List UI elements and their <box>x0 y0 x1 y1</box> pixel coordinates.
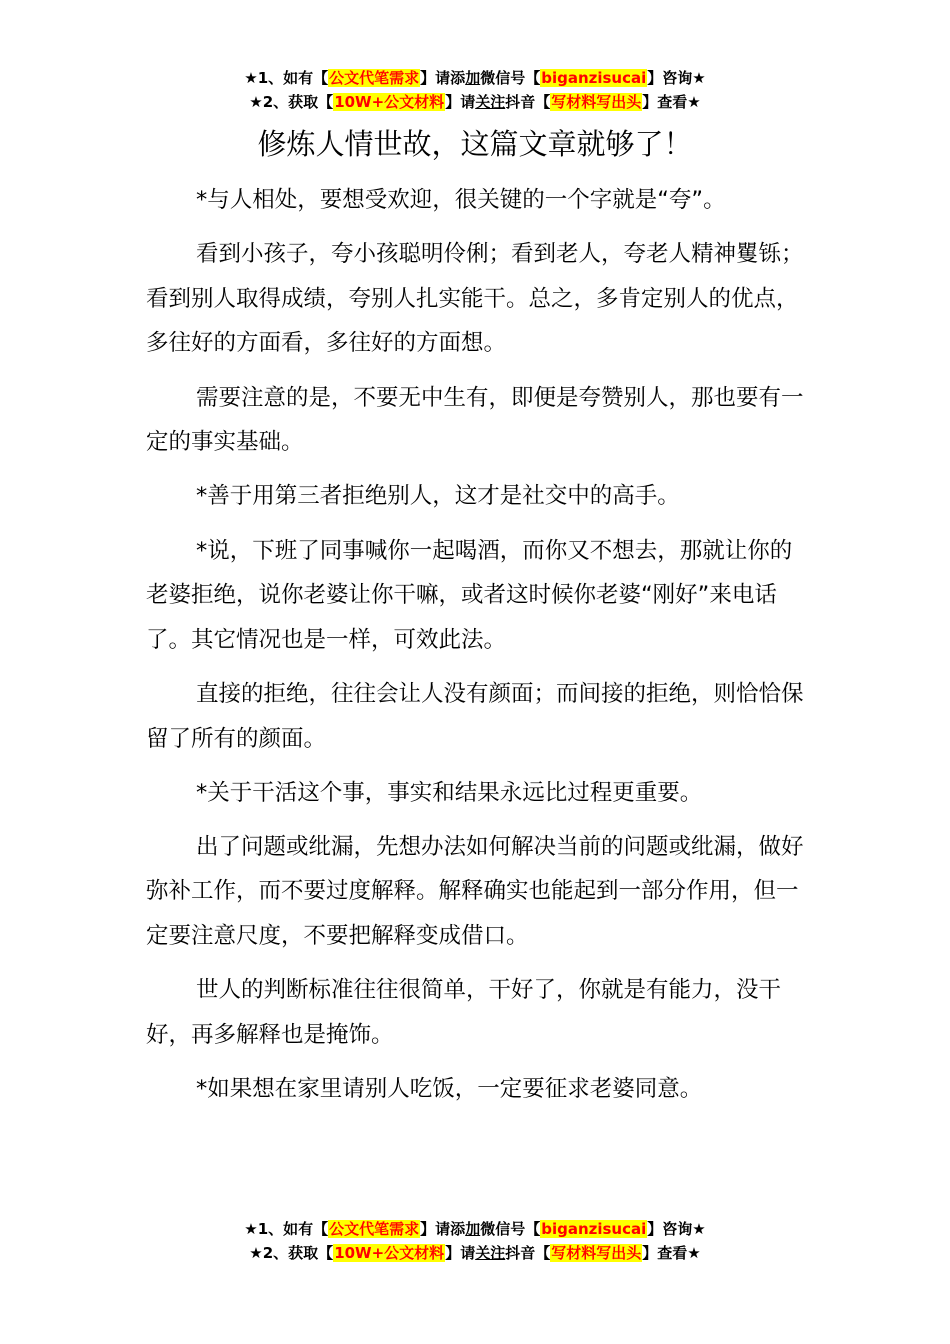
banner-highlight: 公文代笔需求 <box>329 1220 420 1238</box>
banner-text: 】请 <box>445 1244 476 1262</box>
banner-text: 】请添 <box>420 69 466 87</box>
banner-line-1 <box>0 1217 950 1241</box>
paragraph: 看到小孩子，夸小孩聪明伶俐；看到老人，夸老人精神矍铄；看到别人取得成绩，夸别人扎实能干。总之，多肯定别人的优点，多往好的方面看，多往好的方面想。 <box>146 241 804 357</box>
banner-text: ★1、如有【 <box>244 1220 329 1238</box>
bottom-banner <box>0 1217 950 1265</box>
paragraph: *说，下班了同事喊你一起喝酒，而你又不想去，那就让你的老婆拒绝，说你老婆让你干嘛，或者这时候你老婆“刚好”来电话了。其它情况也是一样，可效此法。 <box>146 537 793 653</box>
paragraph: 需要注意的是，不要无中生有，即便是夸赞别人，那也要有一定的事实基础。 <box>146 384 804 456</box>
paragraph: 出了问题或纰漏，先想办法如何解决当前的问题或纰漏，做好弥补工作，而不要过度解释。解释确实也能起到一部分作用，但一定要注意尺度，不要把解释变成借口。 <box>146 833 804 950</box>
article-body <box>146 178 806 1121</box>
banner-text: 】查看★ <box>642 93 701 111</box>
banner-highlight: 写材料写出头 <box>551 1244 642 1262</box>
banner-text: 微信号【 <box>480 69 541 87</box>
banner-highlight: biganzisucai <box>541 1220 647 1238</box>
banner-text: 】查看★ <box>642 1244 701 1262</box>
banner-text: 抖音【 <box>505 93 551 111</box>
paragraph: 直接的拒绝，往往会让人没有颜面；而间接的拒绝，则恰恰保留了所有的颜面。 <box>146 680 804 752</box>
banner-line-1 <box>0 66 950 90</box>
paragraph: *关于干活这个事，事实和结果永远比过程更重要。 <box>196 779 703 806</box>
paragraph: *如果想在家里请别人吃饭，一定要征求老婆同意。 <box>196 1076 703 1103</box>
paragraph: *与人相处，要想受欢迎，很关键的一个字就是“夸”。 <box>196 187 726 213</box>
banner-underlined-text: 加 <box>465 69 481 87</box>
banner-text: 】请添 <box>420 1220 466 1238</box>
banner-text: ★2、获取【 <box>249 93 334 111</box>
page-title: 修炼人情世故，这篇文章就够了！ <box>257 127 693 161</box>
banner-text: 】咨询★ <box>647 1220 706 1238</box>
banner-line-2 <box>0 90 950 114</box>
banner-text: 微信号【 <box>480 1220 541 1238</box>
banner-underlined-text: 关注 <box>475 93 506 111</box>
paragraph: 世人的判断标准往往很简单，干好了，你就是有能力，没干好，再多解释也是掩饰。 <box>146 977 782 1048</box>
banner-highlight: 10W+公文材料 <box>334 1244 445 1262</box>
top-banner <box>0 66 950 114</box>
paragraph: *善于用第三者拒绝别人，这才是社交中的高手。 <box>196 483 680 510</box>
banner-text: ★2、获取【 <box>249 1244 334 1262</box>
banner-line-2 <box>0 1241 950 1265</box>
banner-underlined-text: 关注 <box>475 1244 506 1262</box>
banner-highlight: biganzisucai <box>541 69 647 87</box>
banner-text: 抖音【 <box>505 1244 551 1262</box>
banner-text: 】请 <box>445 93 476 111</box>
banner-highlight: 10W+公文材料 <box>334 93 445 111</box>
banner-underlined-text: 加 <box>465 1220 481 1238</box>
banner-highlight: 公文代笔需求 <box>329 69 420 87</box>
banner-highlight: 写材料写出头 <box>551 93 642 111</box>
banner-text: ★1、如有【 <box>244 69 329 87</box>
banner-text: 】咨询★ <box>647 69 706 87</box>
